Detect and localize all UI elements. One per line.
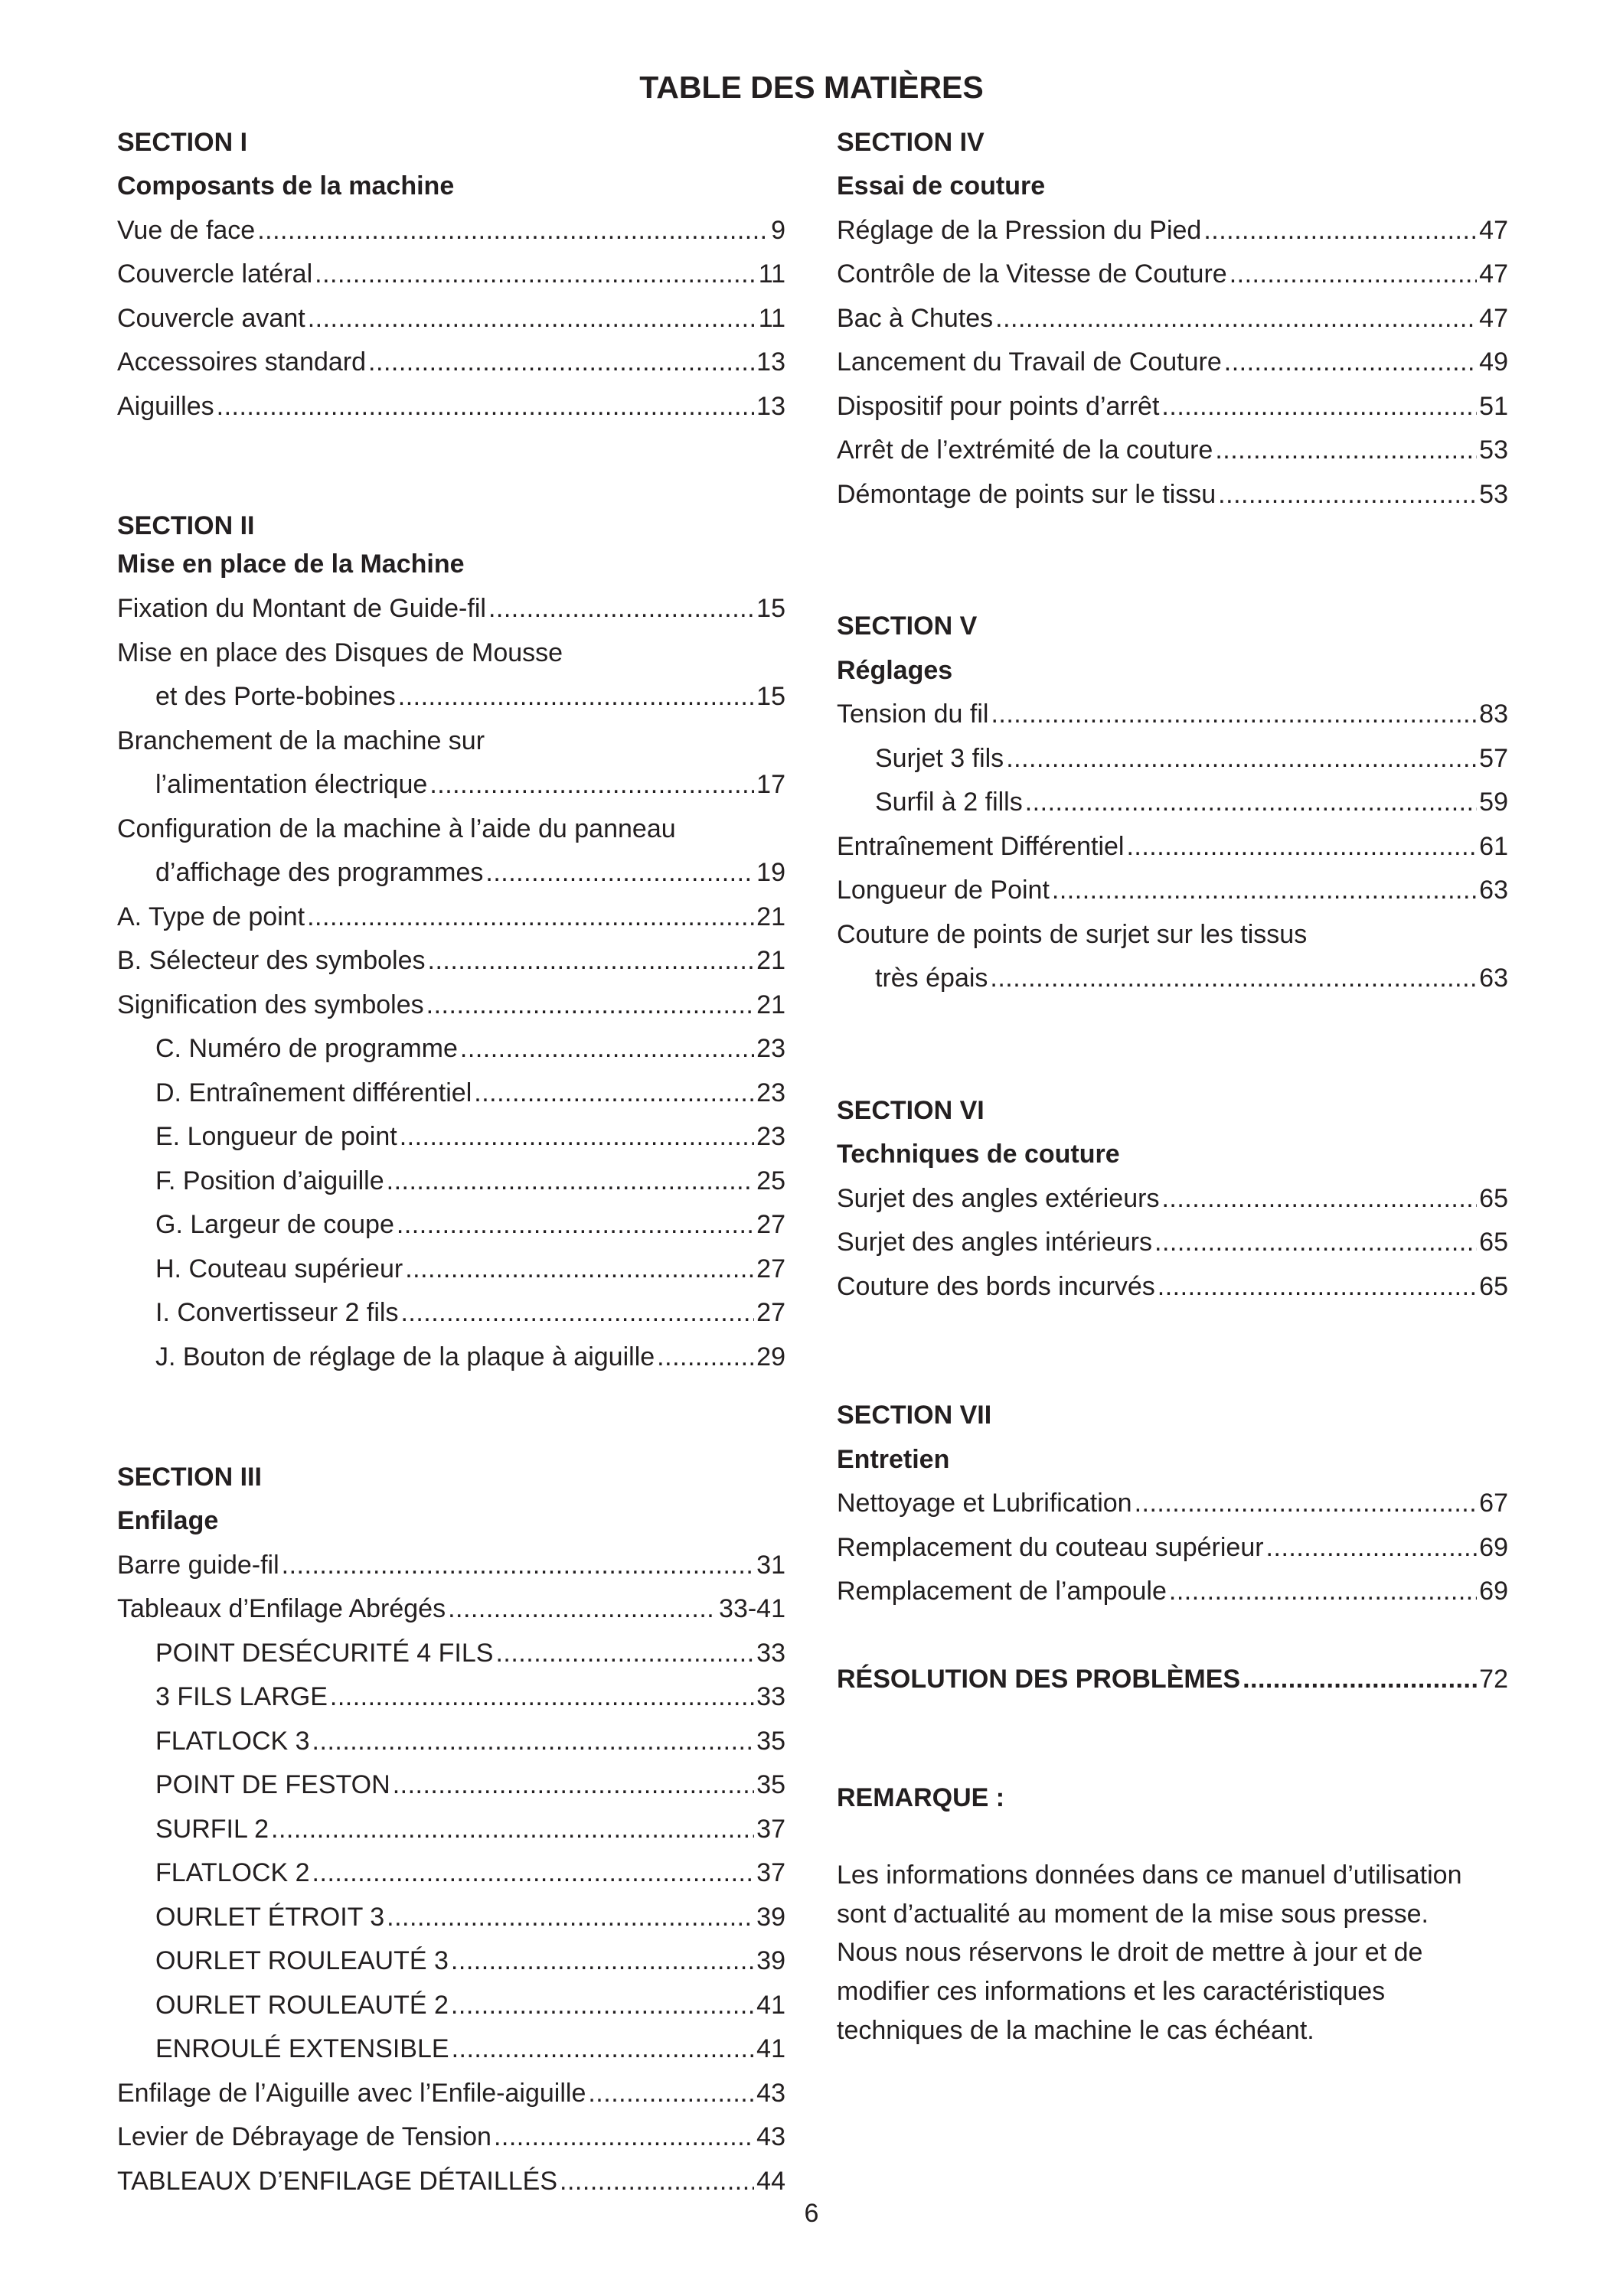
toc-entry[interactable] xyxy=(837,1179,1508,1218)
toc-entry-page: 65 xyxy=(1479,1272,1508,1301)
toc-entry[interactable] xyxy=(155,1074,785,1112)
remark-line: techniques de la machine le cas échéant. xyxy=(837,2016,1314,2045)
toc-entry[interactable] xyxy=(837,1484,1508,1522)
toc-entry[interactable] xyxy=(155,677,785,716)
toc-entry[interactable] xyxy=(155,1722,785,1760)
dot-leader xyxy=(1224,343,1477,381)
toc-entry-page: 11 xyxy=(758,259,785,289)
toc-entry-label: Démontage de points sur le tissu xyxy=(837,480,1216,509)
toc-entry-label: FLATLOCK 3 xyxy=(155,1727,310,1756)
toc-entry[interactable] xyxy=(155,1634,785,1672)
toc-entry-page: 39 xyxy=(756,1903,785,1932)
toc-entry[interactable] xyxy=(117,2118,785,2156)
dot-leader xyxy=(1161,387,1477,426)
toc-entry[interactable] xyxy=(155,1117,785,1156)
dot-leader xyxy=(330,1678,754,1716)
toc-entry-label: RÉSOLUTION DES PROBLÈMES xyxy=(837,1665,1241,1694)
toc-entry-label: OURLET ROULEAUTÉ 2 xyxy=(155,1991,449,2020)
toc-entry[interactable] xyxy=(837,827,1508,866)
toc-entry-page: 23 xyxy=(756,1122,785,1151)
remark-line: Les informations données dans ce manuel d’utilisation xyxy=(837,1861,1462,1890)
toc-entry-page: 9 xyxy=(771,216,785,245)
toc-entry-label: Nettoyage et Lubrification xyxy=(837,1489,1132,1518)
toc-entry-label: Couvercle avant xyxy=(117,304,305,333)
toc-entry-label: TABLEAUX D’ENFILAGE DÉTAILLÉS xyxy=(117,2167,558,2196)
toc-entry-page: 41 xyxy=(756,2034,785,2063)
toc-entry-page: 29 xyxy=(756,1342,785,1371)
remark-heading: REMARQUE : xyxy=(837,1783,1005,1812)
toc-entry-page: 31 xyxy=(756,1551,785,1580)
toc-entry-label: Aiguilles xyxy=(117,392,214,421)
toc-entry[interactable] xyxy=(837,211,1508,249)
dot-leader xyxy=(1135,1484,1478,1522)
toc-entry-page: 35 xyxy=(756,1770,785,1799)
toc-entry[interactable] xyxy=(155,1854,785,1892)
toc-entry-page: 27 xyxy=(756,1254,785,1283)
toc-entry[interactable] xyxy=(117,898,785,936)
dot-leader xyxy=(429,765,754,804)
toc-entry[interactable] xyxy=(155,1766,785,1804)
dot-leader xyxy=(315,255,756,293)
toc-entry[interactable] xyxy=(155,1942,785,1980)
page-number: 6 xyxy=(804,2199,819,2228)
dot-leader xyxy=(995,299,1477,338)
dot-leader xyxy=(451,1942,754,1980)
toc-entry-page: 65 xyxy=(1479,1184,1508,1213)
toc-entry[interactable] xyxy=(837,475,1508,514)
dot-leader xyxy=(393,1766,754,1804)
dot-leader xyxy=(1126,827,1477,866)
toc-entry-label: SURFIL 2 xyxy=(155,1815,269,1844)
toc-entry[interactable] xyxy=(155,1678,785,1716)
toc-entry-page: 23 xyxy=(756,1034,785,1063)
toc-entry-label: l’alimentation électrique xyxy=(155,770,428,799)
toc-entry-label-line1: Couture de points de surjet sur les tissus xyxy=(837,920,1308,949)
toc-entry[interactable] xyxy=(875,783,1508,821)
toc-entry[interactable] xyxy=(837,387,1508,426)
toc-entry[interactable] xyxy=(117,589,785,628)
toc-entry[interactable] xyxy=(155,1162,785,1200)
toc-entry[interactable] xyxy=(155,1810,785,1848)
dot-leader xyxy=(308,299,756,338)
remark-line: modifier ces informations et les caractéristiques xyxy=(837,1977,1386,2006)
dot-leader xyxy=(1169,1572,1477,1610)
dot-leader xyxy=(1154,1223,1477,1261)
dot-leader xyxy=(397,1205,754,1244)
dot-leader xyxy=(1158,1267,1477,1306)
toc-entry-page: 67 xyxy=(1479,1489,1508,1518)
section-label: SECTION V xyxy=(837,612,978,641)
dot-leader xyxy=(1218,475,1477,514)
section-heading: Enfilage xyxy=(117,1506,219,1535)
toc-entry-label: F. Position d’aiguille xyxy=(155,1166,384,1195)
toc-entry-page: 25 xyxy=(756,1166,785,1195)
dot-leader xyxy=(1243,1660,1477,1698)
toc-entry-label: H. Couteau supérieur xyxy=(155,1254,403,1283)
toc-entry[interactable] xyxy=(117,1590,785,1628)
dot-leader xyxy=(387,1162,755,1200)
toc-entry-page: 53 xyxy=(1479,435,1508,465)
toc-entry-page: 35 xyxy=(756,1727,785,1756)
toc-entry-troubleshooting[interactable] xyxy=(837,1660,1508,1698)
toc-entry-label: J. Bouton de réglage de la plaque à aiguille xyxy=(155,1342,655,1371)
toc-entry-page: 41 xyxy=(756,1991,785,2020)
toc-entry[interactable] xyxy=(837,695,1508,733)
toc-entry-label: Barre guide-fil xyxy=(117,1551,279,1580)
section-label: SECTION I xyxy=(117,128,248,157)
toc-entry[interactable] xyxy=(117,211,785,249)
dot-leader xyxy=(428,941,755,980)
toc-entry-label-line1: Mise en place des Disques de Mousse xyxy=(117,638,563,667)
toc-entry-page: 63 xyxy=(1479,964,1508,993)
toc-entry-page: 33 xyxy=(756,1639,785,1668)
toc-entry-page: 69 xyxy=(1479,1577,1508,1606)
toc-entry-label: Longueur de Point xyxy=(837,876,1050,905)
toc-entry-label-line1: Branchement de la machine sur xyxy=(117,726,485,755)
toc-entry-page: 63 xyxy=(1479,876,1508,905)
toc-entry-label: Fixation du Montant de Guide-fil xyxy=(117,594,486,623)
dot-leader xyxy=(307,898,754,936)
dot-leader xyxy=(452,2030,755,2068)
toc-entry-label: Dispositif pour points d’arrêt xyxy=(837,392,1160,421)
section-label: SECTION IV xyxy=(837,128,985,157)
toc-entry[interactable] xyxy=(155,853,785,892)
toc-entry-page: 47 xyxy=(1479,216,1508,245)
dot-leader xyxy=(1006,739,1477,778)
toc-entry[interactable] xyxy=(117,343,785,381)
dot-leader xyxy=(400,1293,754,1332)
dot-leader xyxy=(1025,783,1477,821)
toc-entry[interactable] xyxy=(155,1338,785,1376)
toc-entry-label: Surjet 3 fils xyxy=(875,744,1004,773)
dot-leader xyxy=(495,1634,754,1672)
dot-leader xyxy=(448,1590,717,1628)
toc-entry[interactable] xyxy=(875,739,1508,778)
toc-entry-page: 51 xyxy=(1479,392,1508,421)
toc-entry-label: G. Largeur de coupe xyxy=(155,1210,394,1239)
toc-entry[interactable] xyxy=(837,299,1508,338)
toc-entry[interactable] xyxy=(837,1267,1508,1306)
dot-leader xyxy=(282,1546,755,1584)
toc-entry[interactable] xyxy=(837,1572,1508,1610)
dot-leader xyxy=(657,1338,754,1376)
toc-entry-label-line1: Configuration de la machine à l’aide du panneau xyxy=(117,814,676,843)
dot-leader xyxy=(368,343,754,381)
dot-leader xyxy=(990,959,1477,997)
toc-entry-label: I. Convertisseur 2 fils xyxy=(155,1298,399,1327)
toc-entry-label: Surfil à 2 fills xyxy=(875,788,1023,817)
dot-leader xyxy=(451,1986,754,2024)
toc-entry-page: 19 xyxy=(756,858,785,887)
toc-entry[interactable] xyxy=(155,1986,785,2024)
toc-entry-label: Remplacement du couteau supérieur xyxy=(837,1533,1264,1562)
toc-entry-page: 37 xyxy=(756,1815,785,1844)
toc-entry-page: 72 xyxy=(1479,1665,1508,1694)
toc-entry-page: 13 xyxy=(756,392,785,421)
section-label: SECTION VII xyxy=(837,1401,992,1430)
page-title: TABLE DES MATIÈRES xyxy=(639,70,984,105)
dot-leader xyxy=(485,853,754,892)
toc-entry-label: Accessoires standard xyxy=(117,347,367,377)
dot-leader xyxy=(474,1074,754,1112)
toc-entry-page: 47 xyxy=(1479,304,1508,333)
toc-entry-page: 39 xyxy=(756,1946,785,1975)
dot-leader xyxy=(257,211,769,249)
toc-entry[interactable] xyxy=(155,1250,785,1288)
toc-entry-page: 43 xyxy=(756,2079,785,2108)
toc-entry[interactable] xyxy=(837,255,1508,293)
toc-entry-label: Levier de Débrayage de Tension xyxy=(117,2122,491,2151)
toc-entry-page: 69 xyxy=(1479,1533,1508,1562)
toc-entry-page: 21 xyxy=(756,990,785,1019)
toc-entry[interactable] xyxy=(117,941,785,980)
dot-leader xyxy=(217,387,755,426)
toc-entry-page: 33 xyxy=(756,1682,785,1711)
dot-leader xyxy=(387,1898,754,1936)
section-heading: Mise en place de la Machine xyxy=(117,550,465,579)
dot-leader xyxy=(991,695,1477,733)
dot-leader xyxy=(271,1810,754,1848)
toc-entry-label: OURLET ROULEAUTÉ 3 xyxy=(155,1946,449,1975)
toc-entry[interactable] xyxy=(117,986,785,1024)
toc-entry-label: Surjet des angles intérieurs xyxy=(837,1228,1153,1257)
dot-leader xyxy=(1229,255,1477,293)
toc-entry-label: Remplacement de l’ampoule xyxy=(837,1577,1167,1606)
dot-leader xyxy=(1266,1528,1478,1567)
toc-entry-label: Vue de face xyxy=(117,216,256,245)
toc-entry-page: 65 xyxy=(1479,1228,1508,1257)
toc-entry[interactable] xyxy=(155,765,785,804)
toc-entry[interactable] xyxy=(117,2074,785,2112)
section-label: SECTION II xyxy=(117,511,255,540)
section-label: SECTION III xyxy=(117,1463,262,1492)
toc-entry-page: 53 xyxy=(1479,480,1508,509)
toc-entry-label: d’affichage des programmes xyxy=(155,858,484,887)
toc-entry[interactable] xyxy=(837,871,1508,909)
toc-entry-label: A. Type de point xyxy=(117,902,305,931)
toc-entry-page: 21 xyxy=(756,946,785,975)
toc-entry-page: 33-41 xyxy=(719,1594,785,1623)
toc-entry-label: B. Sélecteur des symboles xyxy=(117,946,426,975)
toc-entry[interactable] xyxy=(875,959,1508,997)
toc-entry-label: très épais xyxy=(875,964,988,993)
toc-entry-page: 27 xyxy=(756,1298,785,1327)
toc-entry-label: OURLET ÉTROIT 3 xyxy=(155,1903,385,1932)
toc-entry-page: 83 xyxy=(1479,700,1508,729)
toc-entry-page: 13 xyxy=(756,347,785,377)
toc-entry-label: Tableaux d’Enfilage Abrégés xyxy=(117,1594,446,1623)
section-heading: Techniques de couture xyxy=(837,1140,1120,1169)
dot-leader xyxy=(588,2074,754,2112)
dot-leader xyxy=(1161,1179,1477,1218)
toc-entry-label: Couvercle latéral xyxy=(117,259,313,289)
section-label: SECTION VI xyxy=(837,1096,985,1125)
toc-entry-page: 11 xyxy=(758,304,785,333)
toc-entry-label: Réglage de la Pression du Pied xyxy=(837,216,1202,245)
toc-entry-label: Bac à Chutes xyxy=(837,304,994,333)
toc-entry[interactable] xyxy=(837,343,1508,381)
toc-entry[interactable] xyxy=(155,1029,785,1068)
toc-entry-label: Surjet des angles extérieurs xyxy=(837,1184,1160,1213)
toc-entry-page: 37 xyxy=(756,1858,785,1887)
toc-entry-label: POINT DESÉCURITÉ 4 FILS xyxy=(155,1639,494,1668)
dot-leader xyxy=(494,2118,754,2156)
toc-entry[interactable] xyxy=(117,255,785,293)
toc-entry-page: 23 xyxy=(756,1078,785,1107)
toc-entry-page: 17 xyxy=(756,770,785,799)
remark-line: Nous nous réservons le droit de mettre à jour et de xyxy=(837,1938,1423,1967)
toc-entry-page: 57 xyxy=(1479,744,1508,773)
toc-entry-label: ENROULÉ EXTENSIBLE xyxy=(155,2034,449,2063)
section-heading: Essai de couture xyxy=(837,171,1046,201)
toc-entry[interactable] xyxy=(117,387,785,426)
toc-entry-label: Enfilage de l’Aiguille avec l’Enfile-aiguille xyxy=(117,2079,586,2108)
dot-leader xyxy=(1203,211,1477,249)
dot-leader xyxy=(405,1250,754,1288)
toc-entry-page: 21 xyxy=(756,902,785,931)
toc-entry-page: 44 xyxy=(756,2167,785,2196)
toc-entry-label: E. Longueur de point xyxy=(155,1122,397,1151)
toc-entry-label: Entraînement Différentiel xyxy=(837,832,1125,861)
toc-entry[interactable] xyxy=(837,1223,1508,1261)
toc-entry[interactable] xyxy=(117,1546,785,1584)
toc-entry-page: 47 xyxy=(1479,259,1508,289)
toc-entry-label: POINT DE FESTON xyxy=(155,1770,390,1799)
section-heading: Composants de la machine xyxy=(117,171,455,201)
toc-entry-label: Tension du fil xyxy=(837,700,989,729)
dot-leader xyxy=(312,1722,755,1760)
dot-leader xyxy=(400,1117,754,1156)
dot-leader xyxy=(1052,871,1477,909)
dot-leader xyxy=(1215,431,1477,469)
toc-entry[interactable] xyxy=(837,431,1508,469)
toc-entry-label: Signification des symboles xyxy=(117,990,424,1019)
toc-entry-label: Lancement du Travail de Couture xyxy=(837,347,1222,377)
toc-entry-label: C. Numéro de programme xyxy=(155,1034,458,1063)
dot-leader xyxy=(488,589,754,628)
toc-entry-label: et des Porte-bobines xyxy=(155,682,396,711)
toc-entry-label: Contrôle de la Vitesse de Couture xyxy=(837,259,1227,289)
toc-entry[interactable] xyxy=(837,1528,1508,1567)
toc-entry[interactable] xyxy=(117,299,785,338)
toc-entry[interactable] xyxy=(155,1205,785,1244)
dot-leader xyxy=(312,1854,755,1892)
toc-entry-label: 3 FILS LARGE xyxy=(155,1682,328,1711)
section-heading: Réglages xyxy=(837,656,953,685)
section-heading: Entretien xyxy=(837,1445,950,1474)
toc-entry[interactable] xyxy=(155,1293,785,1332)
toc-entry-page: 15 xyxy=(756,594,785,623)
remark-line: sont d’actualité au moment de la mise sous presse. xyxy=(837,1900,1429,1929)
toc-entry-page: 27 xyxy=(756,1210,785,1239)
toc-entry-label: FLATLOCK 2 xyxy=(155,1858,310,1887)
dot-leader xyxy=(460,1029,754,1068)
toc-entry-page: 49 xyxy=(1479,347,1508,377)
toc-entry[interactable] xyxy=(155,1898,785,1936)
dot-leader xyxy=(426,986,755,1024)
toc-entry-page: 15 xyxy=(756,682,785,711)
toc-entry-page: 59 xyxy=(1479,788,1508,817)
toc-entry-label: Arrêt de l’extrémité de la couture xyxy=(837,435,1213,465)
toc-entry[interactable] xyxy=(155,2030,785,2068)
toc-entry-label: Couture des bords incurvés xyxy=(837,1272,1155,1301)
toc-entry-page: 61 xyxy=(1479,832,1508,861)
dot-leader xyxy=(398,677,754,716)
toc-entry-label: D. Entraînement différentiel xyxy=(155,1078,472,1107)
toc-entry-page: 43 xyxy=(756,2122,785,2151)
